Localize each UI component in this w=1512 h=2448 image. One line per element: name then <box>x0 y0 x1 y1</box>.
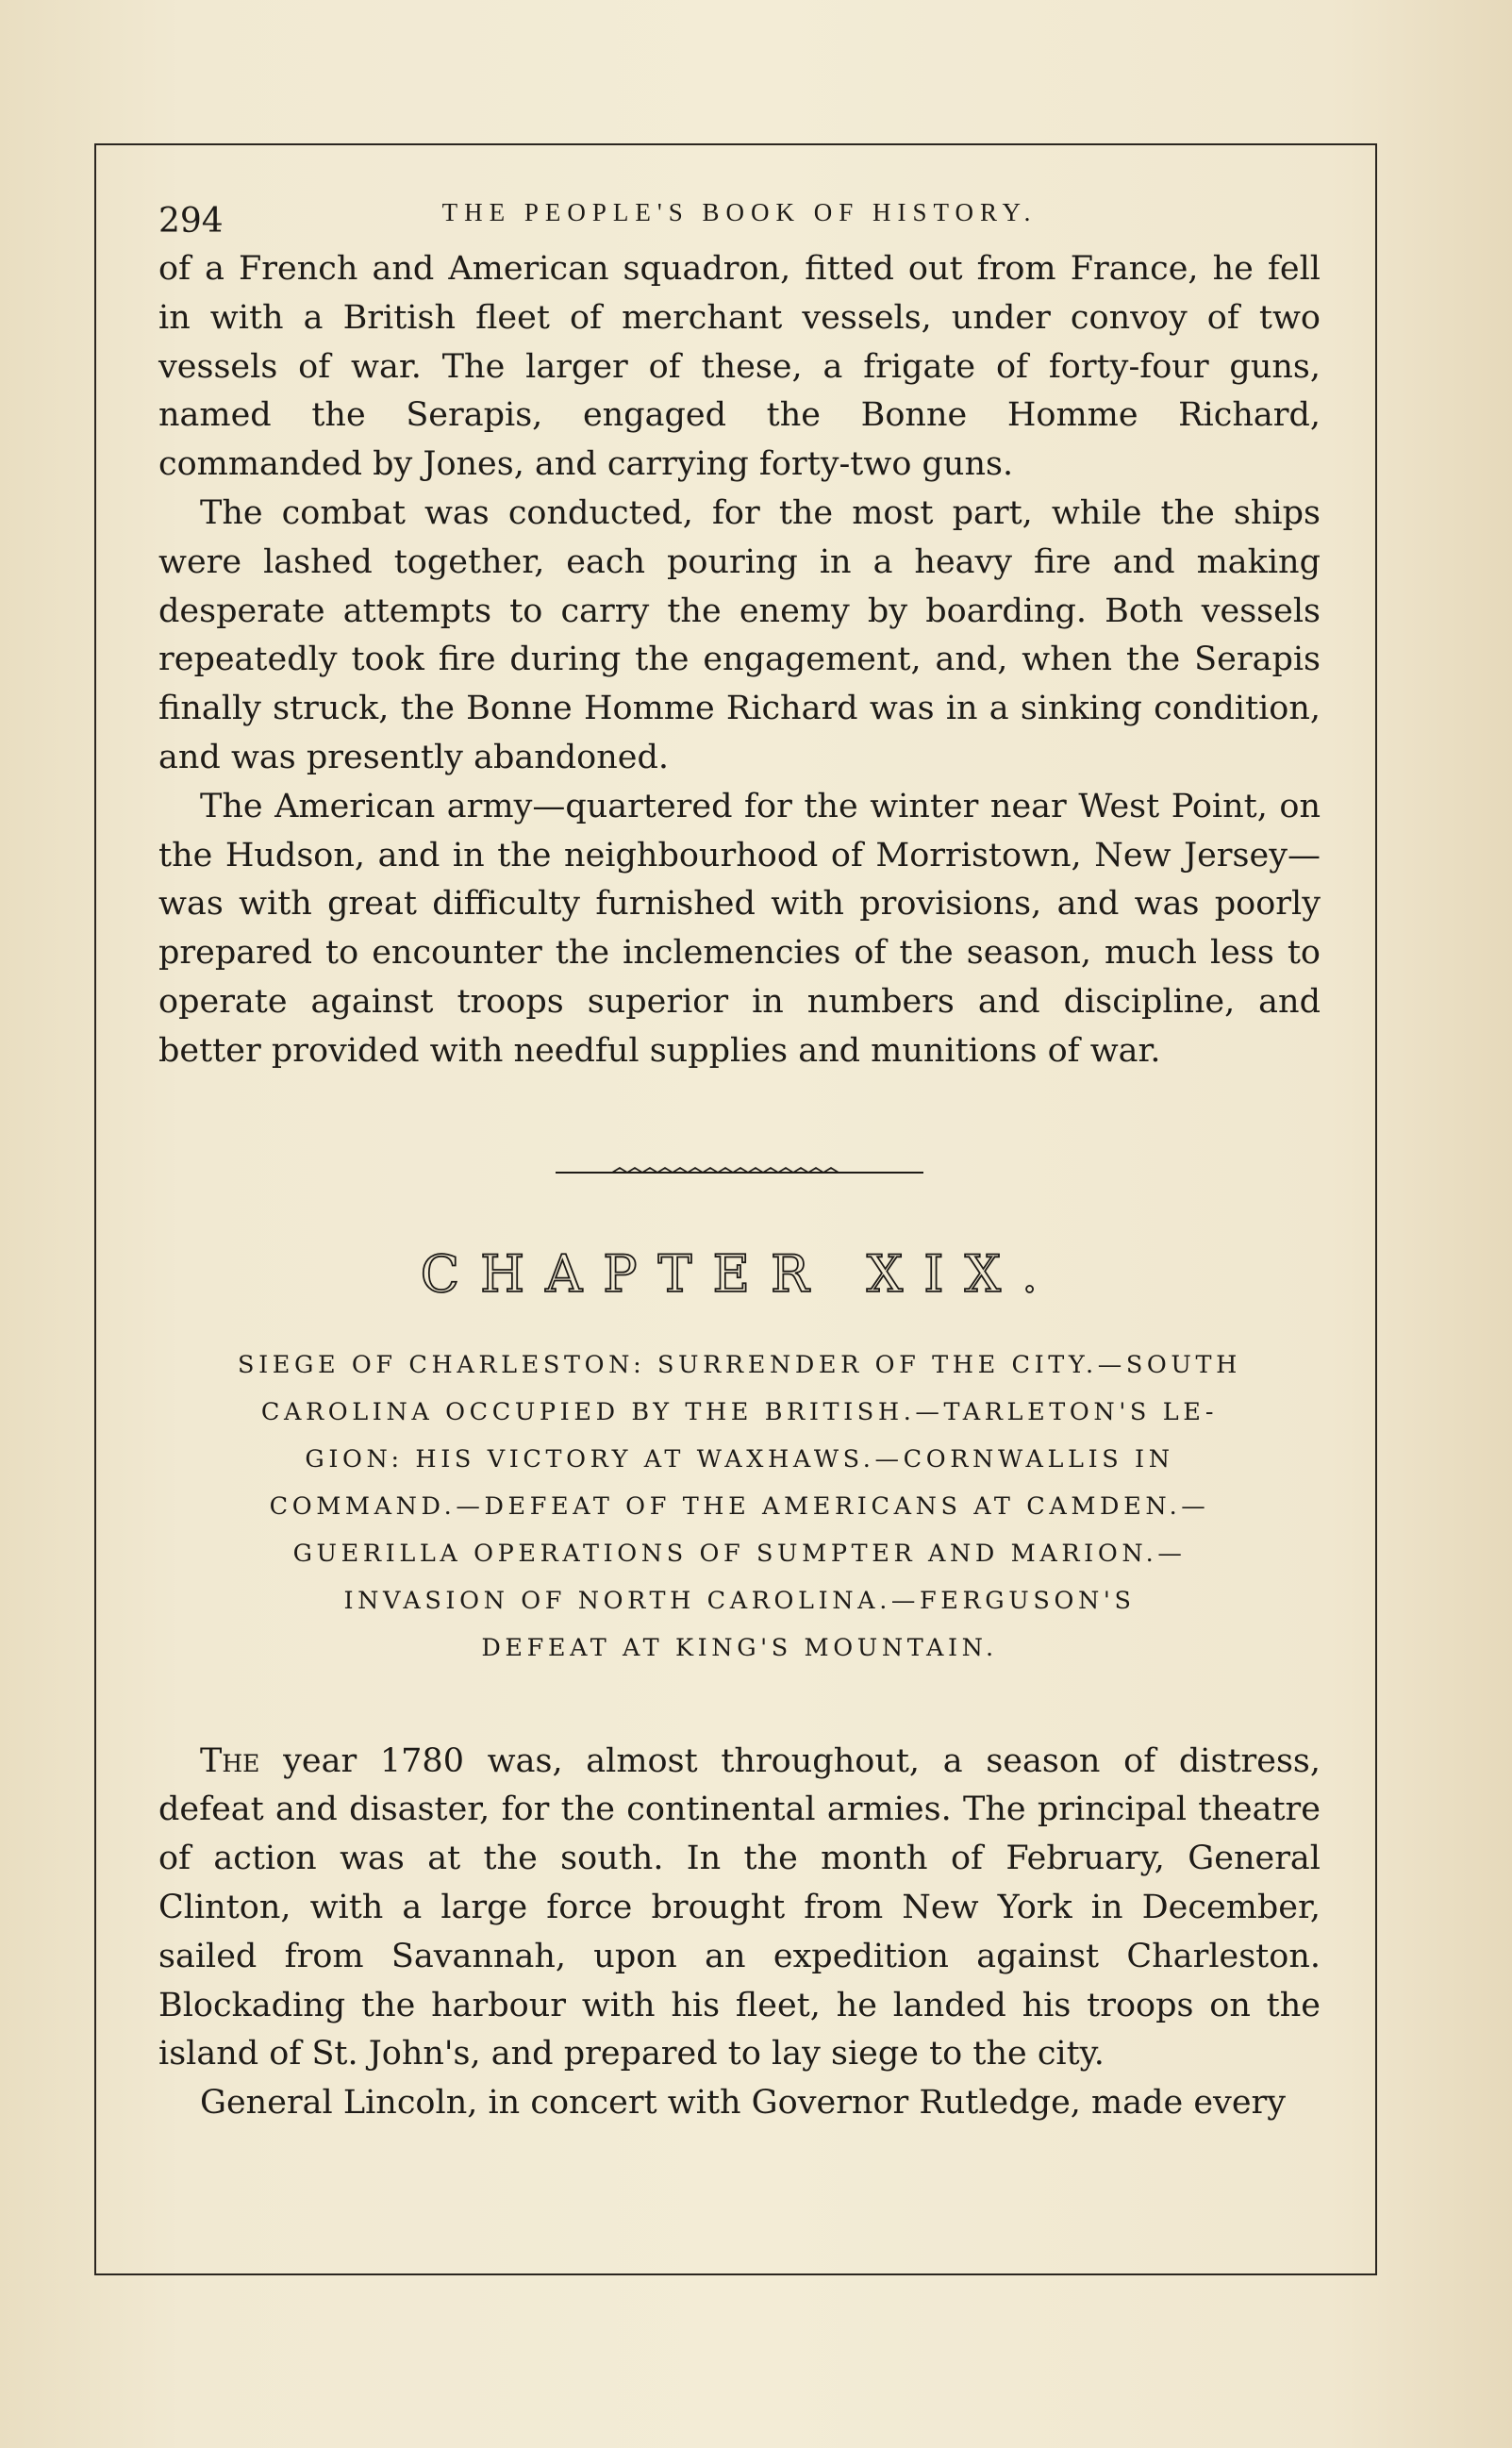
summary-line: GUERILLA OPERATIONS OF SUMPTER AND MARION.— <box>292 1539 1187 1568</box>
opening-word: The <box>200 1741 260 1780</box>
paragraph: General Lincoln, in concert with Governor Rutledge, made every <box>200 2084 1287 2123</box>
paragraph: The American army—quartered for the winter near West Point, on the Hudson, and in the neighbourhood of Morristown, New Jersey—was with great difficulty furnished with provisions, and was poorly prepared to encounter the inclemencies of the season, much less to operate against troops superior in numbers and discipline, and better provided with needful supplies and munitions of war. <box>158 787 1321 1070</box>
running-title: THE PEOPLE'S BOOK OF HISTORY. <box>441 198 1038 226</box>
summary-line: COMMAND.—DEFEAT OF THE AMERICANS AT CAMDEN.— <box>269 1491 1210 1521</box>
summary-line: CAROLINA OCCUPIED BY THE BRITISH.—TARLETON'S LE- <box>260 1397 1219 1426</box>
page-content <box>158 189 1321 2128</box>
summary-line: GION: HIS VICTORY AT WAXHAWS.—CORNWALLIS IN <box>305 1444 1174 1474</box>
summary-line: DEFEAT AT KING'S MOUNTAIN. <box>481 1633 998 1662</box>
running-head <box>158 189 1321 245</box>
ornamental-rule <box>556 1163 923 1182</box>
chapter-summary <box>158 1341 1321 1672</box>
chapter-title: CHAPTER XIX. <box>420 1243 1059 1304</box>
paragraph: of a French and American squadron, fitted out from France, he fell in with a British fleet of merchant vessels, under convoy of two vessels of war. The larger of these, a frigate of forty-four guns, named the Serapis, engaged the Bonne Homme Richard, commanded by Jones, and carrying forty-two guns. <box>158 250 1321 484</box>
page-number: 294 <box>158 202 224 241</box>
summary-line: INVASION OF NORTH CAROLINA.—FERGUSON'S <box>343 1586 1136 1615</box>
paragraph <box>158 1738 1321 2080</box>
summary-line: SIEGE OF CHARLESTON: SURRENDER OF THE CITY.—SOUTH <box>238 1350 1241 1379</box>
chapter-body <box>158 1738 1321 2128</box>
paragraph-text: year 1780 was, almost throughout, a season of distress, defeat and disaster, for the continental armies. The principal theatre of action was at the south. In the month of February, General Clinton, with a large force brought from New York in December, sailed from Savannah, upon an expedition against Charleston. Blockading the harbour with his fleet, he landed his troops on the island of St. John's, and prepared to lay siege to the city. <box>158 1741 1321 2073</box>
ornamental-rule-graphic <box>556 1163 923 1182</box>
paragraph: The combat was conducted, for the most part, while the ships were lashed together, each pouring in a heavy fire and making desperate attempts to carry the enemy by boarding. Both vessels repeatedly took fire during the engagement, and, when the Serapis finally struck, the Bonne Homme Richard was in a sinking condition, and was presently abandoned. <box>158 493 1321 776</box>
